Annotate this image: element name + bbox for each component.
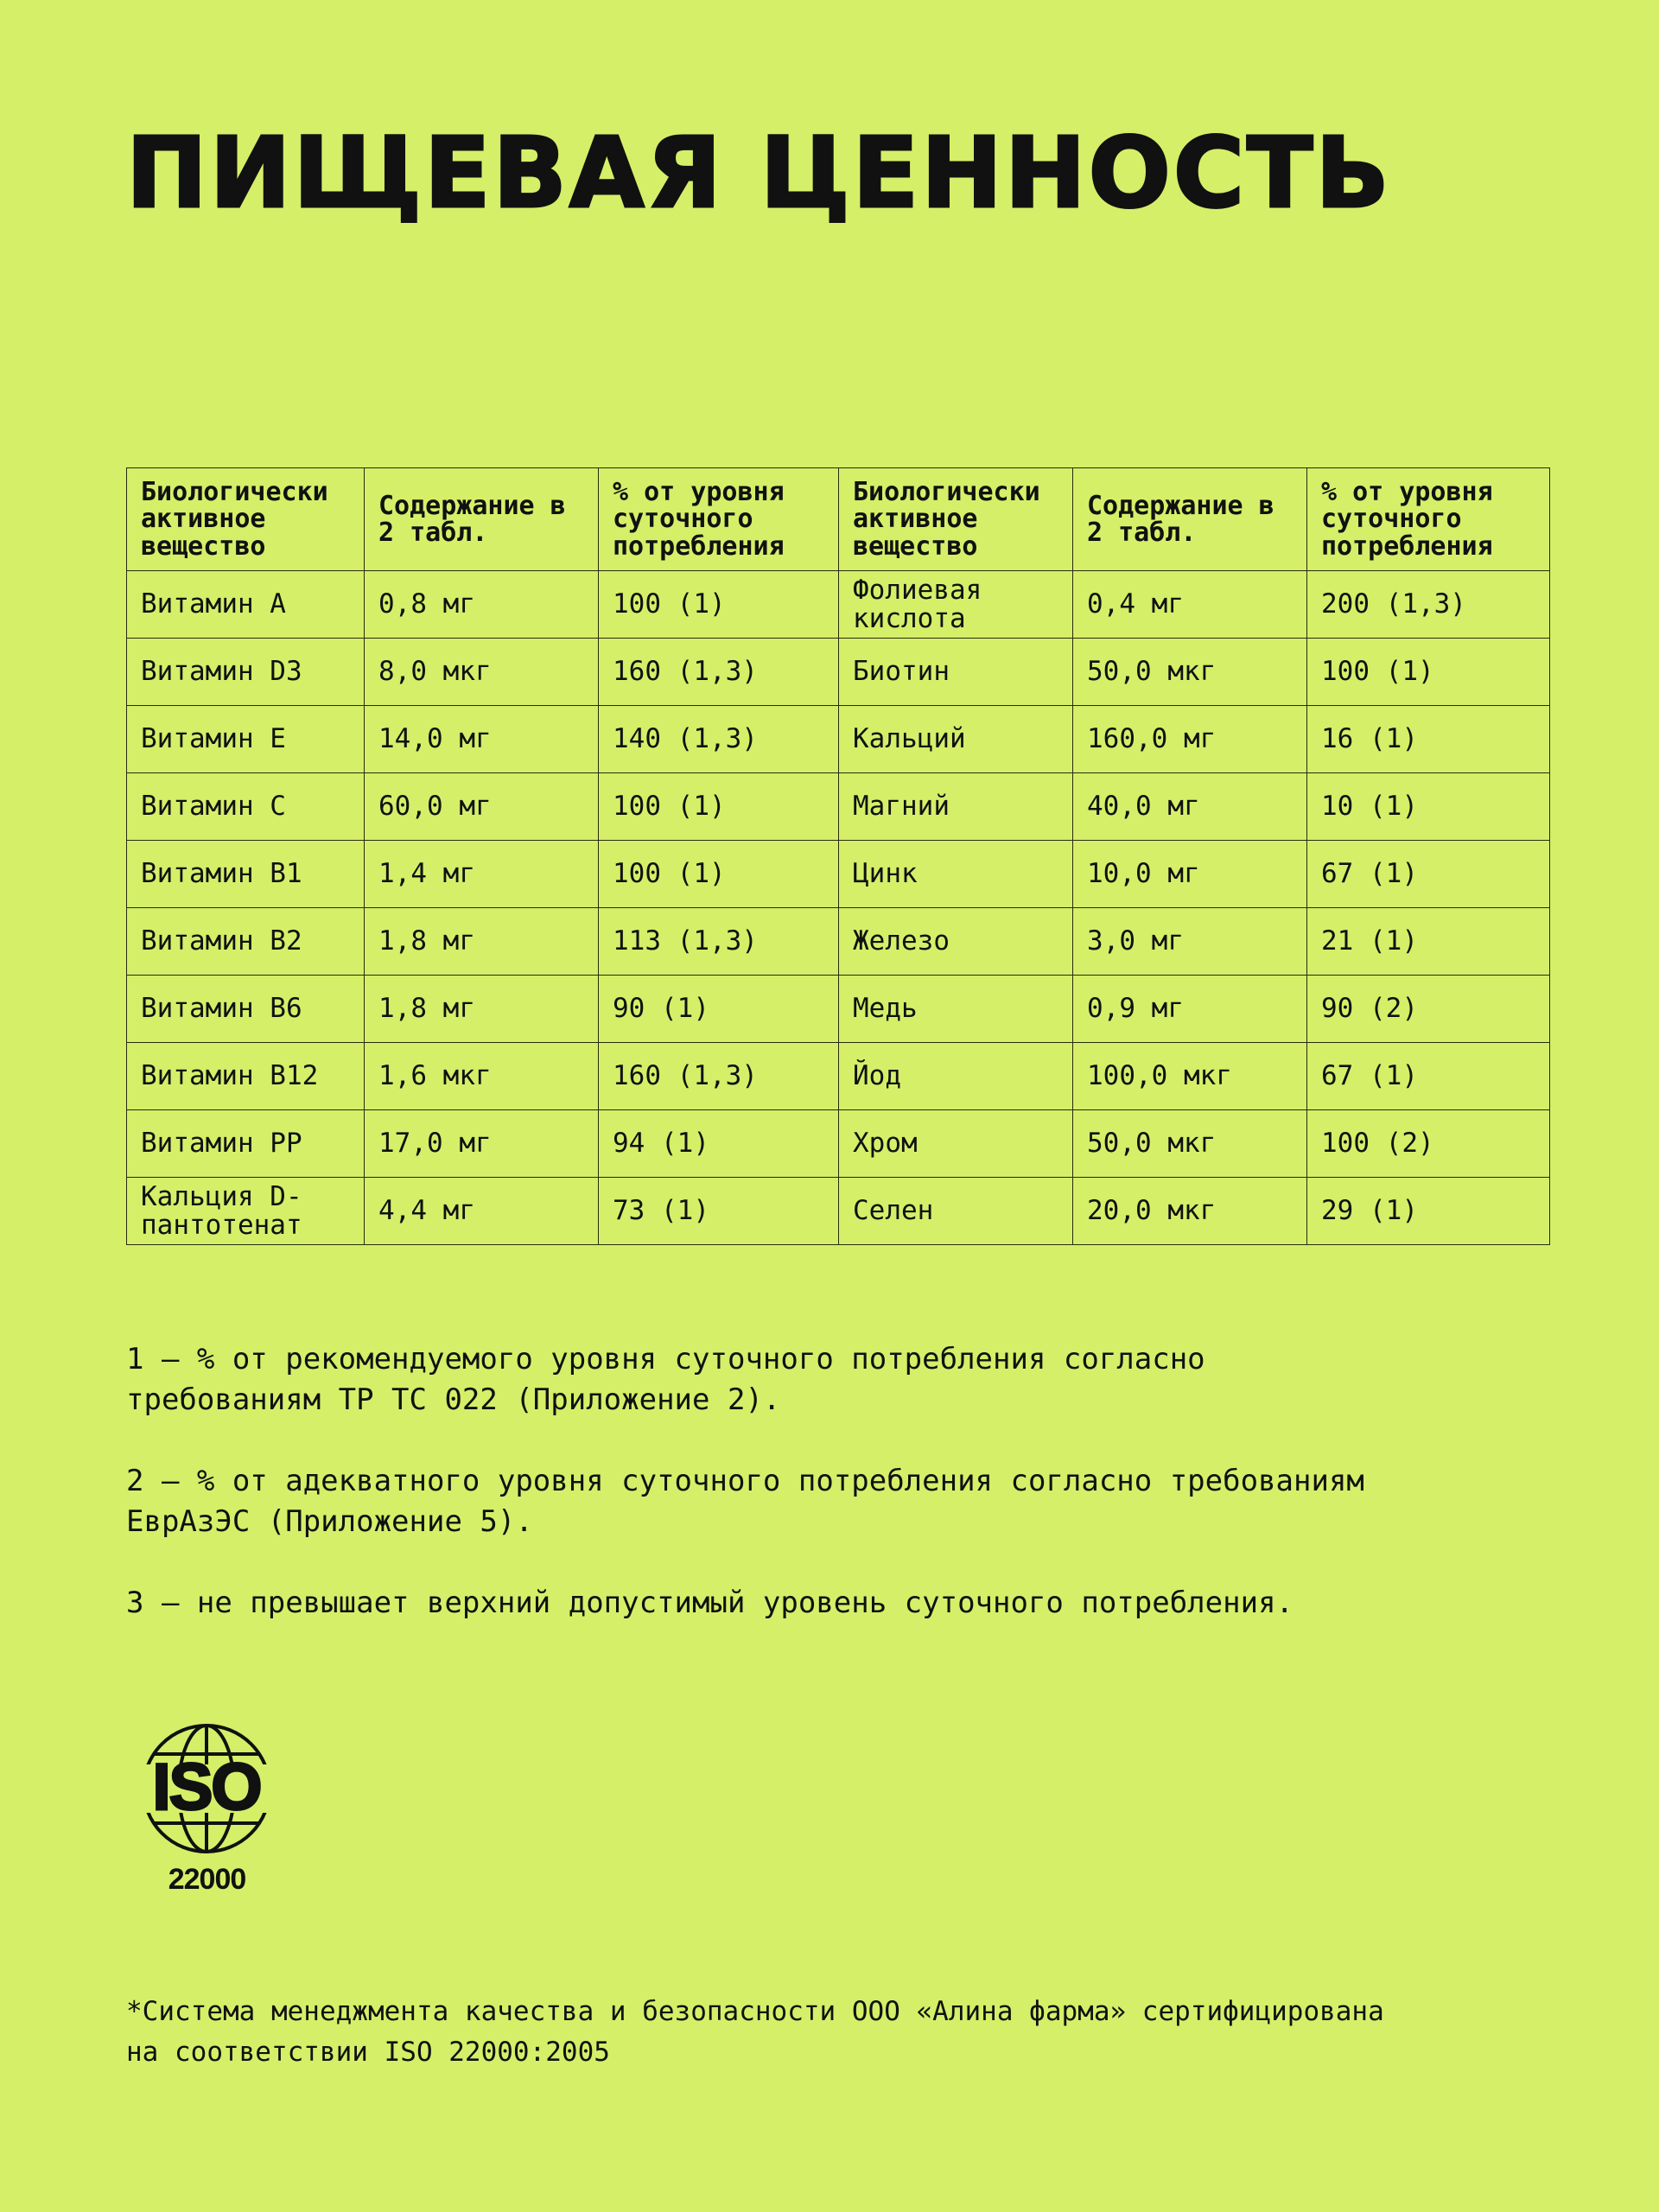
table-row <box>127 706 1550 773</box>
cell-amount: 20,0 мкг <box>1073 1178 1307 1245</box>
cell-daily-percent: 100 (1) <box>599 841 839 908</box>
table-body <box>127 571 1550 1245</box>
cell-amount: 40,0 мг <box>1073 773 1307 841</box>
table-row <box>127 773 1550 841</box>
note-3: 3 — не превышает верхний допустимый уровень суточного потребления. <box>126 1585 1294 1620</box>
notes <box>126 1339 1595 1664</box>
cell-amount: 0,4 мг <box>1073 571 1307 639</box>
cell-daily-percent: 16 (1) <box>1307 706 1550 773</box>
table-row <box>127 639 1550 706</box>
cell-substance: Селен <box>839 1178 1073 1245</box>
cell-daily-percent: 67 (1) <box>1307 841 1550 908</box>
cell-daily-percent: 73 (1) <box>599 1178 839 1245</box>
cell-daily-percent: 160 (1,3) <box>599 1043 839 1110</box>
cell-substance: Биотин <box>839 639 1073 706</box>
nutrition-table <box>126 467 1550 1245</box>
iso-logo <box>123 1719 291 1897</box>
cell-substance: Цинк <box>839 841 1073 908</box>
cell-amount: 50,0 мкг <box>1073 639 1307 706</box>
table-row <box>127 1043 1550 1110</box>
cell-substance: Витамин D3 <box>127 639 365 706</box>
table-row <box>127 1178 1550 1245</box>
cell-substance: Медь <box>839 976 1073 1043</box>
note-2: 2 — % от адекватного уровня суточного потребления согласно требованиям ЕврАзЭС (Приложение 5). <box>126 1463 1364 1539</box>
cell-amount: 100,0 мкг <box>1073 1043 1307 1110</box>
cell-substance: Витамин С <box>127 773 365 841</box>
cell-daily-percent: 90 (2) <box>1307 976 1550 1043</box>
cell-daily-percent: 90 (1) <box>599 976 839 1043</box>
cell-amount: 4,4 мг <box>365 1178 599 1245</box>
globe-icon <box>123 1719 291 1858</box>
cell-amount: 10,0 мг <box>1073 841 1307 908</box>
cell-daily-percent: 29 (1) <box>1307 1178 1550 1245</box>
table-row <box>127 571 1550 639</box>
cell-substance: Витамин РР <box>127 1110 365 1178</box>
cell-daily-percent: 200 (1,3) <box>1307 571 1550 639</box>
cell-amount: 1,8 мг <box>365 976 599 1043</box>
cell-daily-percent: 113 (1,3) <box>599 908 839 976</box>
cell-substance: Витамин В2 <box>127 908 365 976</box>
cell-daily-percent: 10 (1) <box>1307 773 1550 841</box>
cell-daily-percent: 100 (1) <box>599 571 839 639</box>
certification-footnote: *Система менеджмента качества и безопасности ООО «Алина фарма» сертифицирована на соответствии ISO 22000:2005 <box>126 1996 1384 2068</box>
cell-substance: Кальция D-пантотенат <box>127 1178 365 1245</box>
iso-number: 22000 <box>168 1863 246 1896</box>
cell-substance: Витамин Е <box>127 706 365 773</box>
table-row <box>127 1110 1550 1178</box>
cell-daily-percent: 100 (2) <box>1307 1110 1550 1178</box>
cell-substance: Кальций <box>839 706 1073 773</box>
note-1: 1 — % от рекомендуемого уровня суточного потребления согласно требованиям ТР ТС 022 (Приложение 2). <box>126 1342 1205 1417</box>
cell-substance: Хром <box>839 1110 1073 1178</box>
page-title: ПИЩЕВАЯ ЦЕННОСТЬ <box>126 118 1392 230</box>
table-row <box>127 976 1550 1043</box>
header-substance: Биологически активное вещество <box>127 468 365 571</box>
cell-amount: 160,0 мг <box>1073 706 1307 773</box>
cell-amount: 14,0 мг <box>365 706 599 773</box>
cell-amount: 60,0 мг <box>365 773 599 841</box>
cell-daily-percent: 21 (1) <box>1307 908 1550 976</box>
cell-substance: Железо <box>839 908 1073 976</box>
cell-amount: 3,0 мг <box>1073 908 1307 976</box>
cell-amount: 8,0 мкг <box>365 639 599 706</box>
table-row <box>127 908 1550 976</box>
header-amount: Содержание в 2 табл. <box>1073 468 1307 571</box>
cell-amount: 50,0 мкг <box>1073 1110 1307 1178</box>
cell-substance: Фолиевая кислота <box>839 571 1073 639</box>
cell-daily-percent: 100 (1) <box>1307 639 1550 706</box>
cell-amount: 1,6 мкг <box>365 1043 599 1110</box>
cell-amount: 1,4 мг <box>365 841 599 908</box>
svg-text:ISO: ISO <box>152 1751 261 1824</box>
header-amount: Содержание в 2 табл. <box>365 468 599 571</box>
cell-amount: 17,0 мг <box>365 1110 599 1178</box>
cell-substance: Витамин В1 <box>127 841 365 908</box>
header-daily-percent: % от уровня суточного потребления <box>1307 468 1550 571</box>
cell-substance: Магний <box>839 773 1073 841</box>
cell-substance: Йод <box>839 1043 1073 1110</box>
table-row <box>127 841 1550 908</box>
cell-amount: 0,9 мг <box>1073 976 1307 1043</box>
cell-substance: Витамин В12 <box>127 1043 365 1110</box>
cell-daily-percent: 94 (1) <box>599 1110 839 1178</box>
table-header-row <box>127 468 1550 571</box>
cell-daily-percent: 140 (1,3) <box>599 706 839 773</box>
cell-substance: Витамин А <box>127 571 365 639</box>
cell-amount: 1,8 мг <box>365 908 599 976</box>
cell-substance: Витамин В6 <box>127 976 365 1043</box>
cell-daily-percent: 67 (1) <box>1307 1043 1550 1110</box>
cell-amount: 0,8 мг <box>365 571 599 639</box>
cell-daily-percent: 100 (1) <box>599 773 839 841</box>
header-daily-percent: % от уровня суточного потребления <box>599 468 839 571</box>
cell-daily-percent: 160 (1,3) <box>599 639 839 706</box>
header-substance: Биологически активное вещество <box>839 468 1073 571</box>
